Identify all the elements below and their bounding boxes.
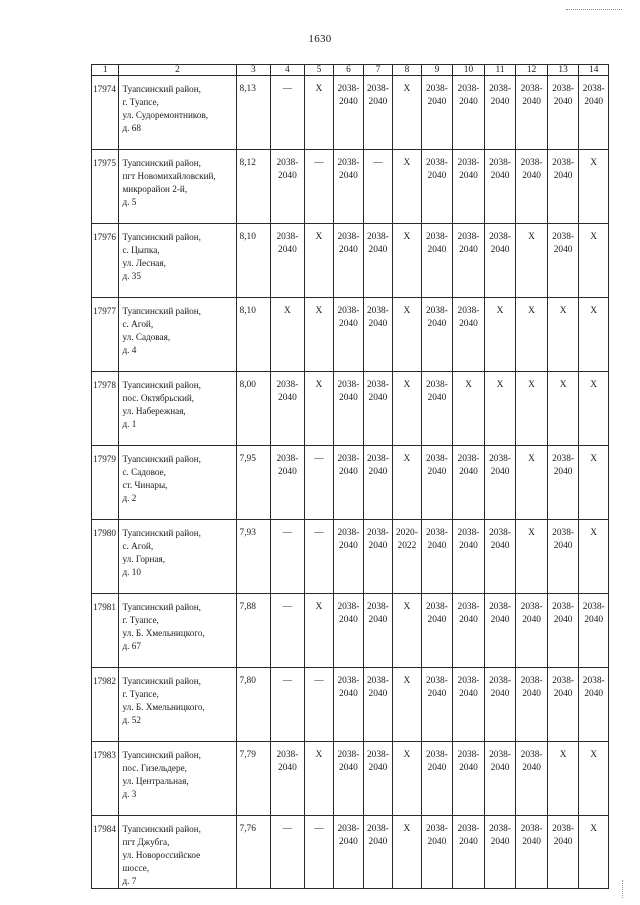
row-number: 17979 — [92, 446, 119, 520]
address-cell — [119, 224, 236, 298]
table-row — [92, 446, 609, 520]
header-cell: 12 — [516, 65, 548, 76]
period-cell: 2038-2040 — [334, 298, 364, 372]
period-cell: 2038-2040 — [363, 298, 393, 372]
row-number: 17976 — [92, 224, 119, 298]
period-cell: X — [393, 372, 421, 446]
address-line: пгт Джубга, — [122, 837, 170, 847]
period-cell: 2038-2040 — [453, 668, 485, 742]
index-value: 7,93 — [236, 520, 271, 594]
row-number: 17982 — [92, 668, 119, 742]
address-line: с. Агой, — [122, 541, 154, 551]
address-line: Туапсинский район, — [122, 676, 201, 686]
period-cell: X — [304, 594, 334, 668]
index-value: 8,10 — [236, 224, 271, 298]
period-cell: 2038-2040 — [363, 742, 393, 816]
address-line: Туапсинский район, — [122, 306, 201, 316]
period-cell: 2038-2040 — [334, 76, 364, 150]
index-value: 7,80 — [236, 668, 271, 742]
address-line: ул. Судоремонтников, — [122, 110, 209, 120]
address-cell — [119, 668, 236, 742]
row-number: 17981 — [92, 594, 119, 668]
address-line: ул. Лесная, — [122, 258, 166, 268]
register-table — [91, 64, 609, 889]
period-cell: X — [393, 742, 421, 816]
period-cell: 2038-2040 — [453, 446, 485, 520]
period-cell: X — [393, 668, 421, 742]
period-cell: 2038-2040 — [484, 76, 516, 150]
address-cell — [119, 372, 236, 446]
table-row — [92, 150, 609, 224]
header-cell: 6 — [334, 65, 364, 76]
period-cell: X — [393, 76, 421, 150]
period-cell: 2038-2040 — [484, 742, 516, 816]
period-cell: — — [304, 150, 334, 224]
period-cell: 2038-2040 — [453, 594, 485, 668]
address-line: д. 3 — [122, 789, 137, 799]
address-line: д. 35 — [122, 271, 141, 281]
address-line: Туапсинский район, — [122, 602, 201, 612]
index-value: 8,10 — [236, 298, 271, 372]
period-cell: X — [579, 520, 609, 594]
period-cell: 2038-2040 — [547, 594, 579, 668]
address-cell — [119, 594, 236, 668]
address-line: д. 7 — [122, 876, 137, 886]
period-cell: 2038-2040 — [484, 520, 516, 594]
period-cell: X — [579, 816, 609, 889]
period-cell: X — [516, 224, 548, 298]
top-edge-mark — [566, 9, 622, 10]
period-cell: 2038-2040 — [421, 76, 453, 150]
period-cell: 2038-2040 — [421, 446, 453, 520]
period-cell: X — [579, 372, 609, 446]
period-cell: X — [516, 520, 548, 594]
period-cell: 2038-2040 — [421, 594, 453, 668]
period-cell: 2038-2040 — [421, 224, 453, 298]
address-line: ст. Чинары, — [122, 480, 168, 490]
period-cell: X — [579, 742, 609, 816]
period-cell: 2038-2040 — [334, 816, 364, 889]
period-cell: X — [453, 372, 485, 446]
period-cell: 2038-2040 — [334, 446, 364, 520]
header-cell: 14 — [579, 65, 609, 76]
address-line: д. 52 — [122, 715, 141, 725]
period-cell: 2038-2040 — [516, 76, 548, 150]
index-value: 7,88 — [236, 594, 271, 668]
address-cell — [119, 298, 236, 372]
address-cell — [119, 520, 236, 594]
address-line: Туапсинский район, — [122, 380, 201, 390]
header-cell: 3 — [236, 65, 271, 76]
period-cell: 2038-2040 — [334, 372, 364, 446]
period-cell: 2038-2040 — [484, 446, 516, 520]
period-cell: 2038-2040 — [579, 594, 609, 668]
address-line: ул. Горная, — [122, 554, 166, 564]
period-cell: 2038-2040 — [547, 668, 579, 742]
table-row — [92, 520, 609, 594]
period-cell: X — [547, 298, 579, 372]
period-cell: X — [304, 224, 334, 298]
header-cell: 4 — [271, 65, 305, 76]
table-row — [92, 372, 609, 446]
table-body — [92, 65, 609, 889]
period-cell: 2038-2040 — [363, 372, 393, 446]
period-cell: — — [304, 816, 334, 889]
address-line: г. Туапсе, — [122, 615, 159, 625]
header-cell: 8 — [393, 65, 421, 76]
scan-edge-mark — [622, 880, 625, 898]
period-cell: X — [304, 372, 334, 446]
address-line: ул. Центральная, — [122, 776, 189, 786]
address-cell — [119, 816, 236, 889]
period-cell: X — [304, 742, 334, 816]
address-line: д. 68 — [122, 123, 141, 133]
row-number: 17977 — [92, 298, 119, 372]
period-cell: — — [363, 150, 393, 224]
period-cell: 2038-2040 — [421, 298, 453, 372]
address-line: д. 4 — [122, 345, 137, 355]
period-cell: 2038-2040 — [547, 224, 579, 298]
table-row — [92, 298, 609, 372]
period-cell: 2038-2040 — [363, 816, 393, 889]
period-cell: 2038-2040 — [363, 668, 393, 742]
address-line: ул. Б. Хмельницкого, — [122, 702, 205, 712]
period-cell: 2038-2040 — [579, 668, 609, 742]
period-cell: — — [304, 520, 334, 594]
row-number: 17978 — [92, 372, 119, 446]
index-value: 8,12 — [236, 150, 271, 224]
header-cell: 10 — [453, 65, 485, 76]
period-cell: 2038-2040 — [334, 520, 364, 594]
period-cell: X — [579, 224, 609, 298]
period-cell: 2038-2040 — [334, 742, 364, 816]
period-cell: 2038-2040 — [363, 446, 393, 520]
table-row — [92, 816, 609, 889]
period-cell: 2038-2040 — [484, 668, 516, 742]
period-cell: 2038-2040 — [516, 816, 548, 889]
period-cell: X — [393, 298, 421, 372]
period-cell: 2038-2040 — [421, 372, 453, 446]
period-cell: X — [271, 298, 305, 372]
address-line: д. 5 — [122, 197, 137, 207]
address-cell — [119, 76, 236, 150]
header-cell: 7 — [363, 65, 393, 76]
period-cell: X — [516, 446, 548, 520]
period-cell: 2038-2040 — [484, 816, 516, 889]
period-cell: — — [271, 520, 305, 594]
period-cell: 2038-2040 — [421, 150, 453, 224]
period-cell: X — [579, 446, 609, 520]
index-value: 7,76 — [236, 816, 271, 889]
address-line: ул. Набережная, — [122, 406, 186, 416]
row-number: 17974 — [92, 76, 119, 150]
row-number: 17984 — [92, 816, 119, 889]
address-line: г. Туапсе, — [122, 689, 159, 699]
address-line: пос. Октябрьский, — [122, 393, 195, 403]
address-line: Туапсинский район, — [122, 84, 201, 94]
period-cell: 2038-2040 — [484, 150, 516, 224]
address-line: ул. Б. Хмельницкого, — [122, 628, 205, 638]
period-cell: 2038-2040 — [579, 76, 609, 150]
header-cell: 9 — [421, 65, 453, 76]
header-cell: 5 — [304, 65, 334, 76]
index-value: 7,95 — [236, 446, 271, 520]
period-cell: 2038-2040 — [453, 742, 485, 816]
period-cell: 2038-2040 — [516, 668, 548, 742]
period-cell: 2038-2040 — [271, 742, 305, 816]
period-cell: 2038-2040 — [516, 742, 548, 816]
table-row — [92, 76, 609, 150]
address-line: шоссе, — [122, 863, 150, 873]
period-cell: 2038-2040 — [484, 224, 516, 298]
row-number: 17980 — [92, 520, 119, 594]
period-cell: 2038-2040 — [547, 150, 579, 224]
period-cell: 2038-2040 — [271, 150, 305, 224]
period-cell: X — [393, 446, 421, 520]
period-cell: 2038-2040 — [547, 816, 579, 889]
index-value: 8,00 — [236, 372, 271, 446]
address-line: с. Цыпка, — [122, 245, 160, 255]
period-cell: 2038-2040 — [547, 76, 579, 150]
address-line: с. Агой, — [122, 319, 154, 329]
address-line: пос. Гизельдере, — [122, 763, 187, 773]
address-cell — [119, 446, 236, 520]
period-cell: X — [393, 150, 421, 224]
period-cell: X — [484, 298, 516, 372]
period-cell: 2038-2040 — [484, 594, 516, 668]
header-cell: 1 — [92, 65, 119, 76]
period-cell: — — [304, 668, 334, 742]
address-line: Туапсинский район, — [122, 158, 201, 168]
period-cell: 2038-2040 — [547, 520, 579, 594]
period-cell: 2020-2022 — [393, 520, 421, 594]
period-cell: 2038-2040 — [271, 446, 305, 520]
period-cell: 2038-2040 — [334, 594, 364, 668]
period-cell: 2038-2040 — [421, 520, 453, 594]
page-number: 1630 — [308, 33, 332, 45]
period-cell: 2038-2040 — [334, 668, 364, 742]
period-cell: X — [516, 372, 548, 446]
period-cell: 2038-2040 — [363, 76, 393, 150]
period-cell: 2038-2040 — [453, 76, 485, 150]
header-cell: 11 — [484, 65, 516, 76]
address-line: ул. Новороссийское — [122, 850, 201, 860]
period-cell: X — [393, 594, 421, 668]
address-line: Туапсинский район, — [122, 232, 201, 242]
period-cell: 2038-2040 — [363, 594, 393, 668]
address-line: Туапсинский район, — [122, 750, 201, 760]
period-cell: 2038-2040 — [453, 520, 485, 594]
period-cell: 2038-2040 — [334, 224, 364, 298]
address-cell — [119, 742, 236, 816]
period-cell: — — [271, 594, 305, 668]
table-row — [92, 224, 609, 298]
period-cell: 2038-2040 — [334, 150, 364, 224]
address-cell — [119, 150, 236, 224]
address-line: д. 2 — [122, 493, 137, 503]
address-line: Туапсинский район, — [122, 528, 201, 538]
period-cell: X — [516, 298, 548, 372]
period-cell: 2038-2040 — [453, 298, 485, 372]
header-cell: 13 — [547, 65, 579, 76]
period-cell: X — [547, 372, 579, 446]
period-cell: 2038-2040 — [271, 224, 305, 298]
header-row — [92, 65, 609, 76]
period-cell: X — [579, 150, 609, 224]
period-cell: X — [547, 742, 579, 816]
address-line: д. 67 — [122, 641, 141, 651]
address-line: микрорайон 2-й, — [122, 184, 188, 194]
period-cell: 2038-2040 — [453, 816, 485, 889]
index-value: 8,13 — [236, 76, 271, 150]
address-line: Туапсинский район, — [122, 454, 201, 464]
header-cell: 2 — [119, 65, 236, 76]
period-cell: — — [271, 76, 305, 150]
address-line: пгт Новомихайловский, — [122, 171, 216, 181]
index-value: 7,79 — [236, 742, 271, 816]
period-cell: X — [579, 298, 609, 372]
table-row — [92, 742, 609, 816]
period-cell: 2038-2040 — [363, 520, 393, 594]
address-line: с. Садовое, — [122, 467, 166, 477]
table-row — [92, 594, 609, 668]
period-cell: X — [304, 298, 334, 372]
table-row — [92, 668, 609, 742]
row-number: 17975 — [92, 150, 119, 224]
period-cell: 2038-2040 — [547, 446, 579, 520]
period-cell: 2038-2040 — [453, 150, 485, 224]
period-cell: 2038-2040 — [421, 816, 453, 889]
address-line: д. 10 — [122, 567, 141, 577]
period-cell: X — [304, 76, 334, 150]
period-cell: 2038-2040 — [363, 224, 393, 298]
period-cell: 2038-2040 — [421, 668, 453, 742]
period-cell: X — [484, 372, 516, 446]
period-cell: — — [304, 446, 334, 520]
period-cell: 2038-2040 — [453, 224, 485, 298]
period-cell: 2038-2040 — [516, 594, 548, 668]
period-cell: X — [393, 816, 421, 889]
row-number: 17983 — [92, 742, 119, 816]
address-line: Туапсинский район, — [122, 824, 201, 834]
period-cell: — — [271, 816, 305, 889]
period-cell: 2038-2040 — [271, 372, 305, 446]
address-line: г. Туапсе, — [122, 97, 159, 107]
period-cell: 2038-2040 — [421, 742, 453, 816]
address-line: д. 1 — [122, 419, 137, 429]
period-cell: X — [393, 224, 421, 298]
address-line: ул. Садовая, — [122, 332, 171, 342]
period-cell: — — [271, 668, 305, 742]
period-cell: 2038-2040 — [516, 150, 548, 224]
